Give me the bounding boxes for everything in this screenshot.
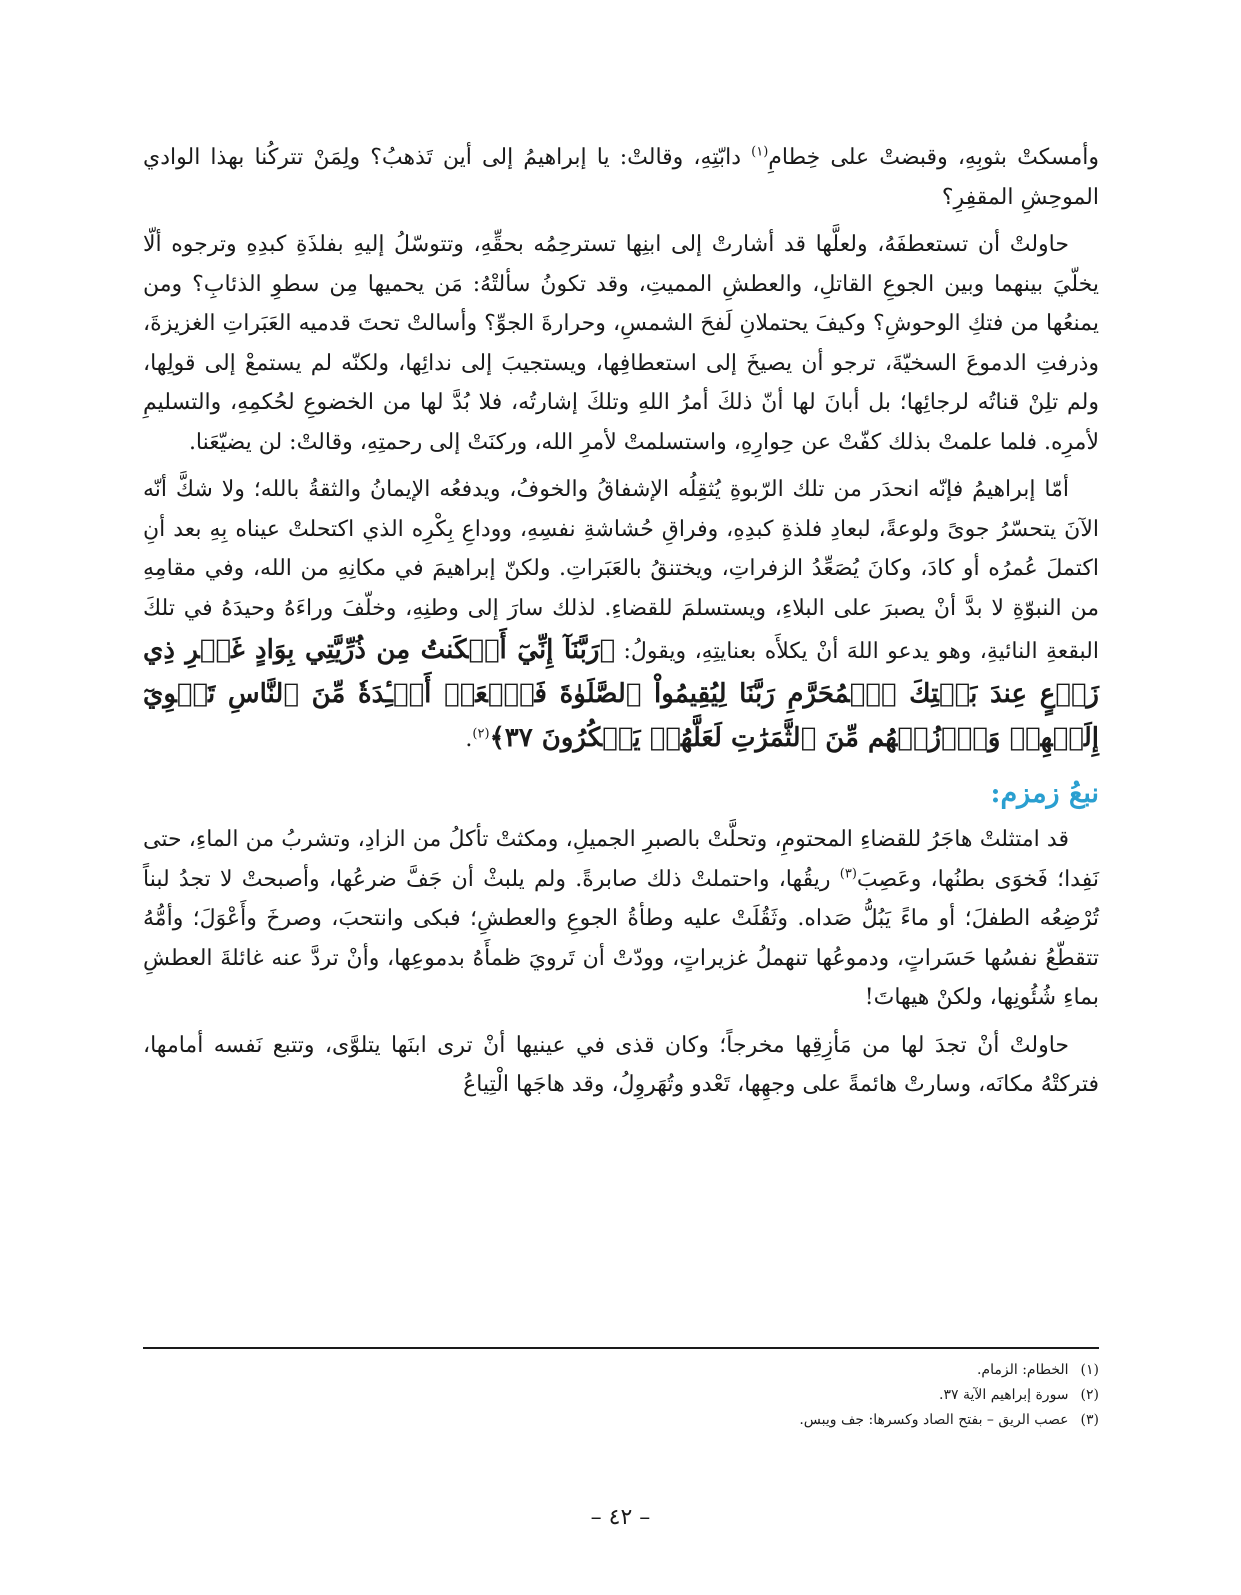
footnote-ref-2: (٢)	[472, 726, 490, 742]
paragraph-3-text: أمّا إبراهيمُ فإنّه انحدَر من تلك الرّبوةِ يُثقِلُه الإشفاقُ والخوفُ، ويدفعُه الإيمانُ والثقةُ بالله؛ ولا شكَّ أنّه الآنَ يتحسّرُ جوىً ولوعةً، لبعادِ فلذةِ كبدِهِ، وفراقِ حُشاشةِ نفسِهِ، ووداعِ بِكْرِه الذي اكتحلتْ عيناه بِهِ بعد أنِ اكتملَ عُمرُه أو كادَ، وكانَ يُصَعِّدُ الزفراتِ، ويختنقُ بالعَبَراتِ. ولكنّ إبراهيمَ في مكانِهِ من الله، وفي مقامِهِ من النبوّةِ لا بدَّ أنْ يصبرَ على البلاءِ، ويستسلمَ للقضاءِ. لذلك سارَ إلى وطنِهِ، وخلّفَ وراءَهُ وحيدَهُ في تلكَ البقعةِ النائيةِ، وهو يدعو اللهَ أنْ يكلأَه بعنايتِهِ، ويقولُ:	[143, 477, 1099, 664]
page-body	[143, 138, 1099, 1113]
paragraph-5: حاولتْ أنْ تجدَ لها من مَأزِقِها مخرجاً؛ وكان قذى في عينيها أنْ ترى ابنَها يتلوَّى، وتتبع نَفسه أمامها، فتركتْهُ مكانَه، وسارتْ هائمةً على وجهِها، تَعْدو وتُهَروِلُ، وقد هاجَها الْتِياعُ	[143, 1032, 1099, 1097]
paragraph-4	[143, 820, 1099, 1018]
footnote-item	[143, 1383, 1099, 1408]
quran-verse: ﴿رَبَّنَآ إِنِّيٓ أَسۡكَنتُ مِن ذُرِّيَّتِي بِوَادٍ غَيۡرِ ذِي زَرۡعٍ عِندَ بَيۡتِكَ ٱلۡمُحَرَّمِ رَبَّنَا لِيُقِيمُواْ ٱلصَّلَوٰةَ فَٱجۡعَلۡ أَفۡـِٔدَةٗ مِّنَ ٱلنَّاسِ تَهۡوِيٓ إِلَيۡهِمۡ وَٱرۡزُقۡهُم مِّنَ ٱلثَّمَرَٰتِ لَعَلَّهُمۡ يَشۡكُرُونَ ٣٧﴾	[143, 635, 1099, 753]
footnotes	[143, 1358, 1099, 1433]
quran-verse-end: .	[465, 727, 473, 752]
footnote-number: (١)	[1080, 1362, 1099, 1378]
footnote-text: عصب الريق – بفتح الصاد وكسرها: جف ويبس.	[799, 1412, 1069, 1428]
footnote-text: الخطام: الزمام.	[976, 1362, 1069, 1378]
footnote-number: (٣)	[1080, 1412, 1099, 1428]
paragraph-1	[143, 138, 1099, 217]
footnote-item	[143, 1358, 1099, 1383]
paragraph-1-text-a: وأمسكتْ بثوبِهِ، وقبضتْ على خِطامِ	[768, 145, 1099, 170]
footnote-ref-3: (٣)	[839, 866, 857, 882]
section-heading: نبعُ زمزم:	[990, 778, 1099, 809]
paragraph-4-text-b: ريقُها، واحتملتْ ذلك صابرةً. ولم يلبثْ أن جَفَّ ضرعُها، وأصبحتْ لا تجدُ لبناً تُرْضِعُه الطفلَ؛ أو ماءً يَبُلُّ صَداه. وثَقُلَتْ عليه وطأةُ الجوعِ والعطشِ؛ فبكى وانتحبَ، وصرخَ وأَعْوَلَ؛ وأمُّهُ تتقطّعُ نفسُها حَسَراتٍ، ودموعُها تنهملُ غزيراتٍ، وودّتْ أن تَرويَ ظمأَهُ بدموعِها، وأنْ تردَّ عنه غائلةَ العطشِ بماءِ شُئُونِها، ولكنْ هيهاتَ!	[143, 866, 1099, 1010]
footnote-item	[143, 1408, 1099, 1433]
page-number: – ٤٢ –	[590, 1505, 651, 1530]
paragraph-1-text-b: دابّتِهِ، وقالتْ: يا إبراهيمُ إلى أين تَذهبُ؟ ولِمَنْ تتركُنا بهذا الوادي الموحِشِ المقفِرِ؟	[143, 145, 1099, 210]
paragraph-2: حاولتْ أن تستعطفَهُ، ولعلَّها قد أشارتْ إلى ابنِها تسترحِمُه بحقِّهِ، وتتوسّلُ إليهِ بفلذَةِ كبدِهِ وترجوه ألّا يخلّيَ بينهما وبين الجوعِ القاتلِ، والعطشِ المميتِ، وقد تكونُ سألتْهُ: مَن يحميها مِن سطوِ الذئابِ؟ ومن يمنعُها من فتكِ الوحوشِ؟ وكيفَ يحتملانِ لَفحَ الشمسِ، وحرارةَ الجوِّ؟ وأسالتْ تحتَ قدميه العَبَراتِ الغزيزةَ، وذرفتِ الدموعَ السخيّةَ، ترجو أن يصيخَ إلى استعطافِها، ويستجيبَ إلى ندائِها، ولكنّه لم يستمعْ إلى قولِها، ولم تلِنْ قناتُه لرجائِها؛ بل أبانَ لها أنّ ذلكَ أمرُ اللهِ وتلكَ إشارتُه، فلا بُدَّ لها من الخضوعِ لحُكمِهِ، والتسليمِ لأمرِه. فلما علمتْ بذلك كفّتْ عن حِوارِهِ، واستسلمتْ لأمرِ الله، وركنَتْ إلى رحمتِهِ، وقالتْ: لن يضيّعَنا.	[143, 232, 1099, 455]
footnote-ref-1: (١)	[751, 144, 769, 160]
paragraph-4-text-a: قد امتثلتْ هاجَرُ للقضاءِ المحتومِ، وتحلَّتْ بالصبرِ الجميلِ، ومكثتْ تأكلُ من الزادِ، وتشربُ من الماءِ، حتى نَفِدا؛ فَخوَى بطنُها، وعَصِبَ	[143, 827, 1099, 892]
paragraph-3	[143, 470, 1099, 760]
footnote-divider	[143, 1347, 1099, 1349]
footnote-number: (٢)	[1080, 1387, 1099, 1403]
footnote-text: سورة إبراهيم الآية ٣٧.	[939, 1387, 1069, 1403]
